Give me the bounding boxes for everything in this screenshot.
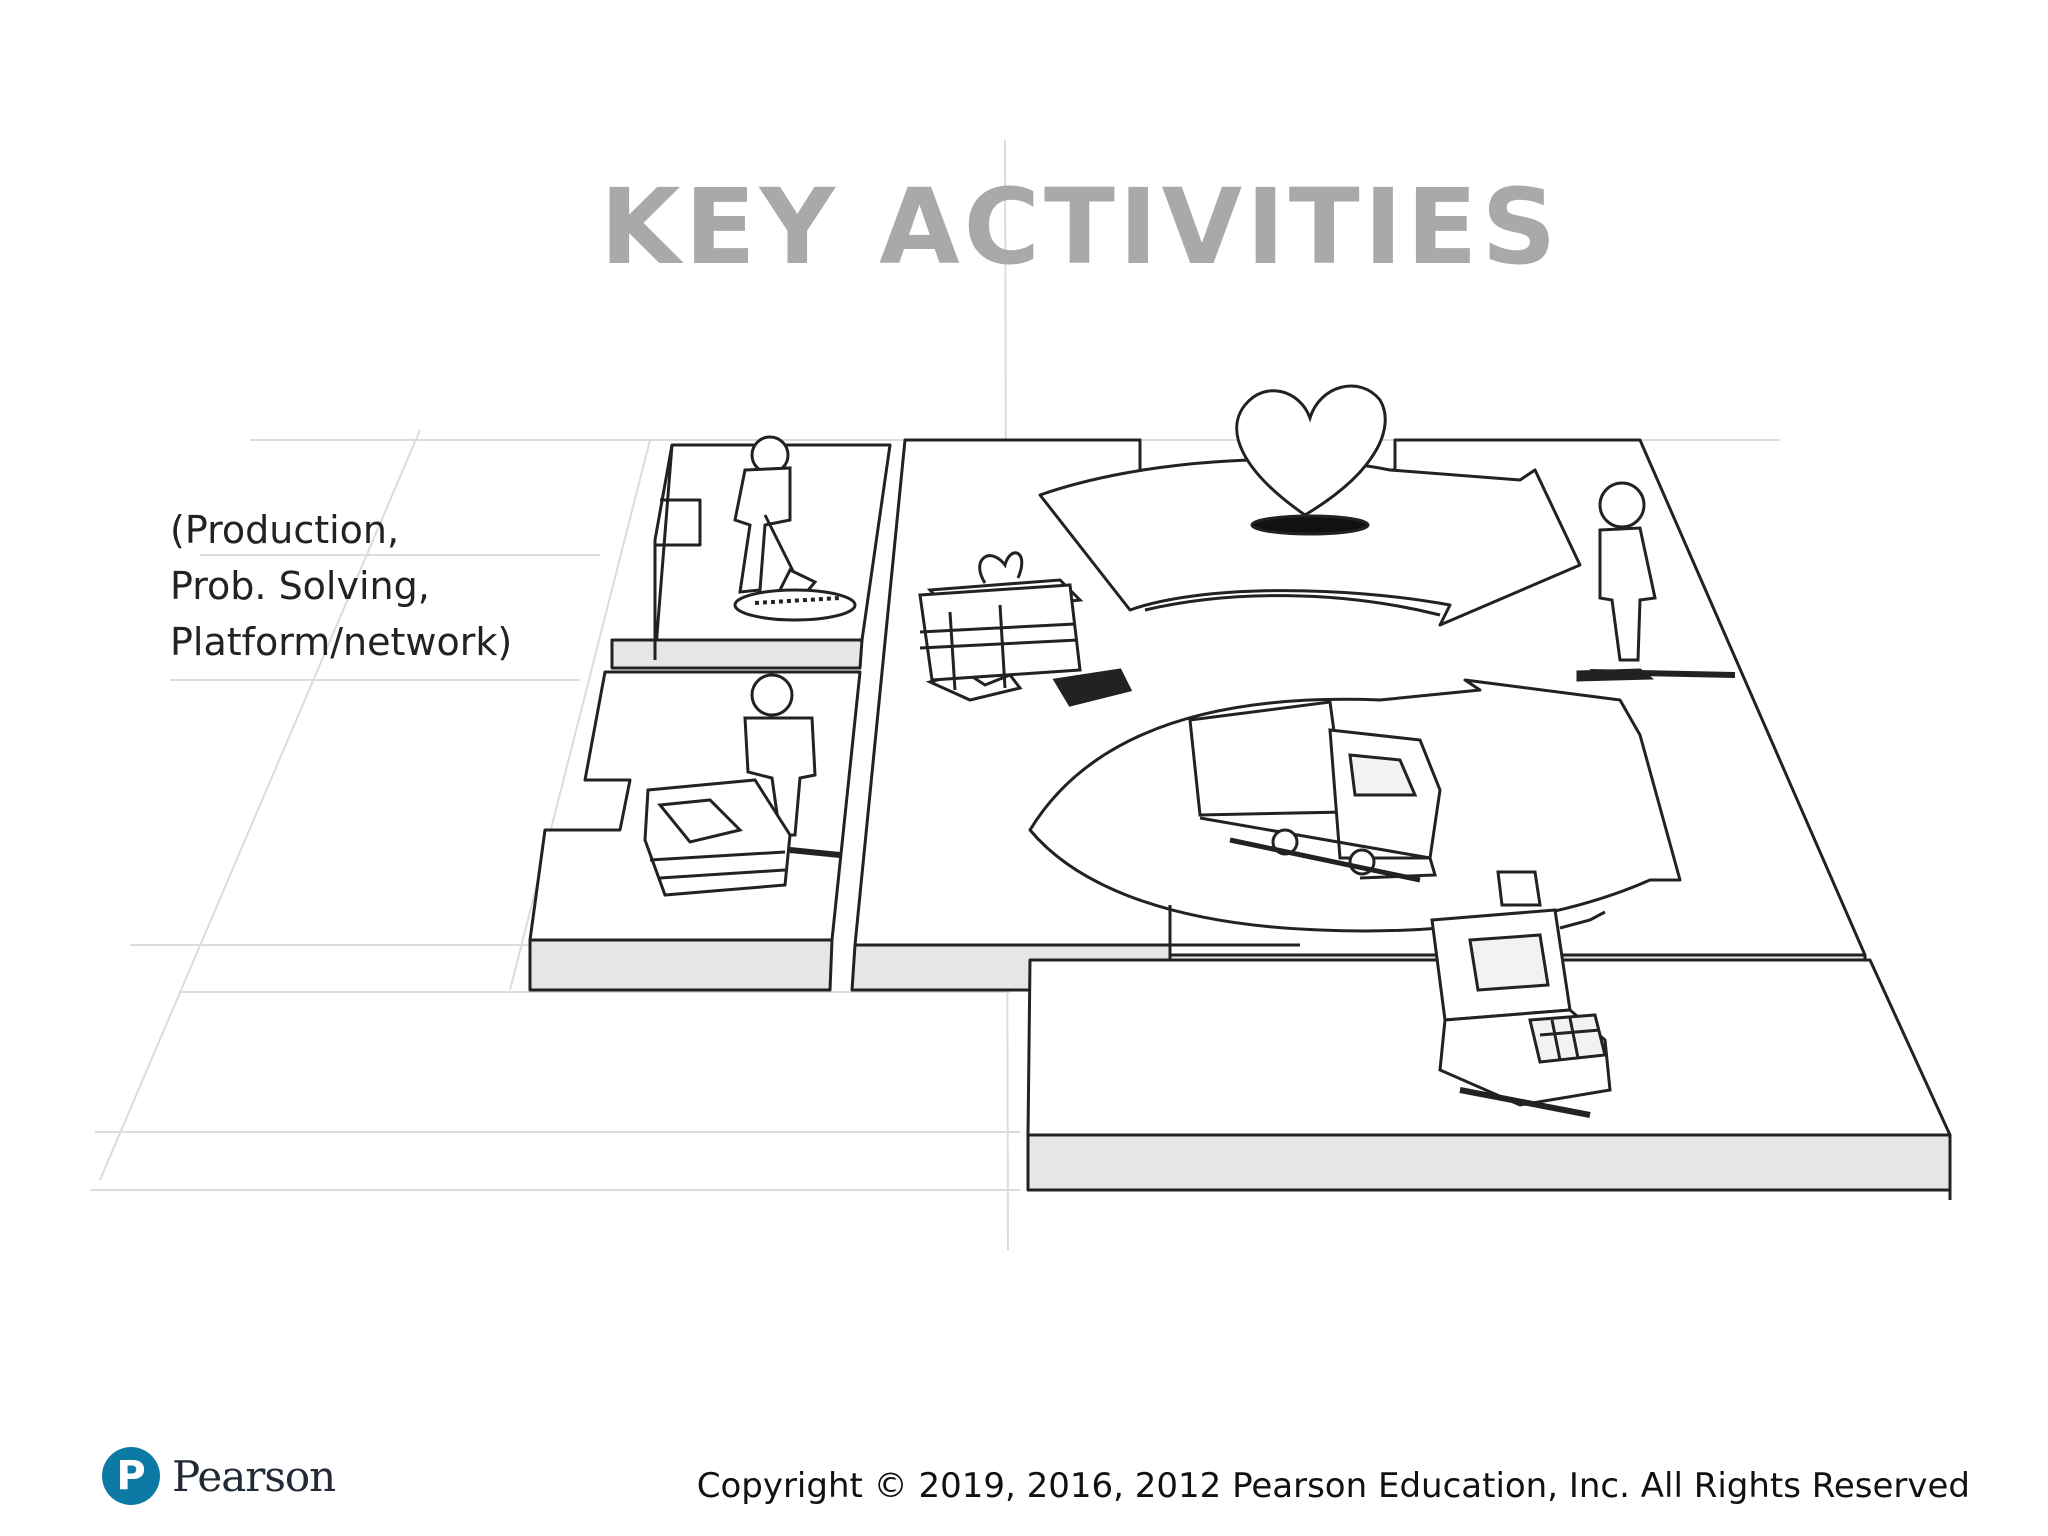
example-line-problem-solving: Prob. Solving,: [170, 564, 430, 608]
example-line-production: (Production,: [170, 508, 400, 552]
example-line-platform: Platform/network): [170, 620, 513, 664]
pearson-logo: [102, 1442, 335, 1510]
pearson-wordmark: Pearson: [172, 1451, 336, 1501]
pearson-logo-letter: P: [116, 1453, 146, 1499]
copyright-notice: Copyright © 2019, 2016, 2012 Pearson Education, Inc. All Rights Reserved: [696, 1466, 1970, 1506]
page-title: KEY ACTIVITIES: [600, 166, 1561, 288]
pearson-logo-icon: [102, 1447, 160, 1505]
key-activities-examples: [170, 502, 512, 670]
